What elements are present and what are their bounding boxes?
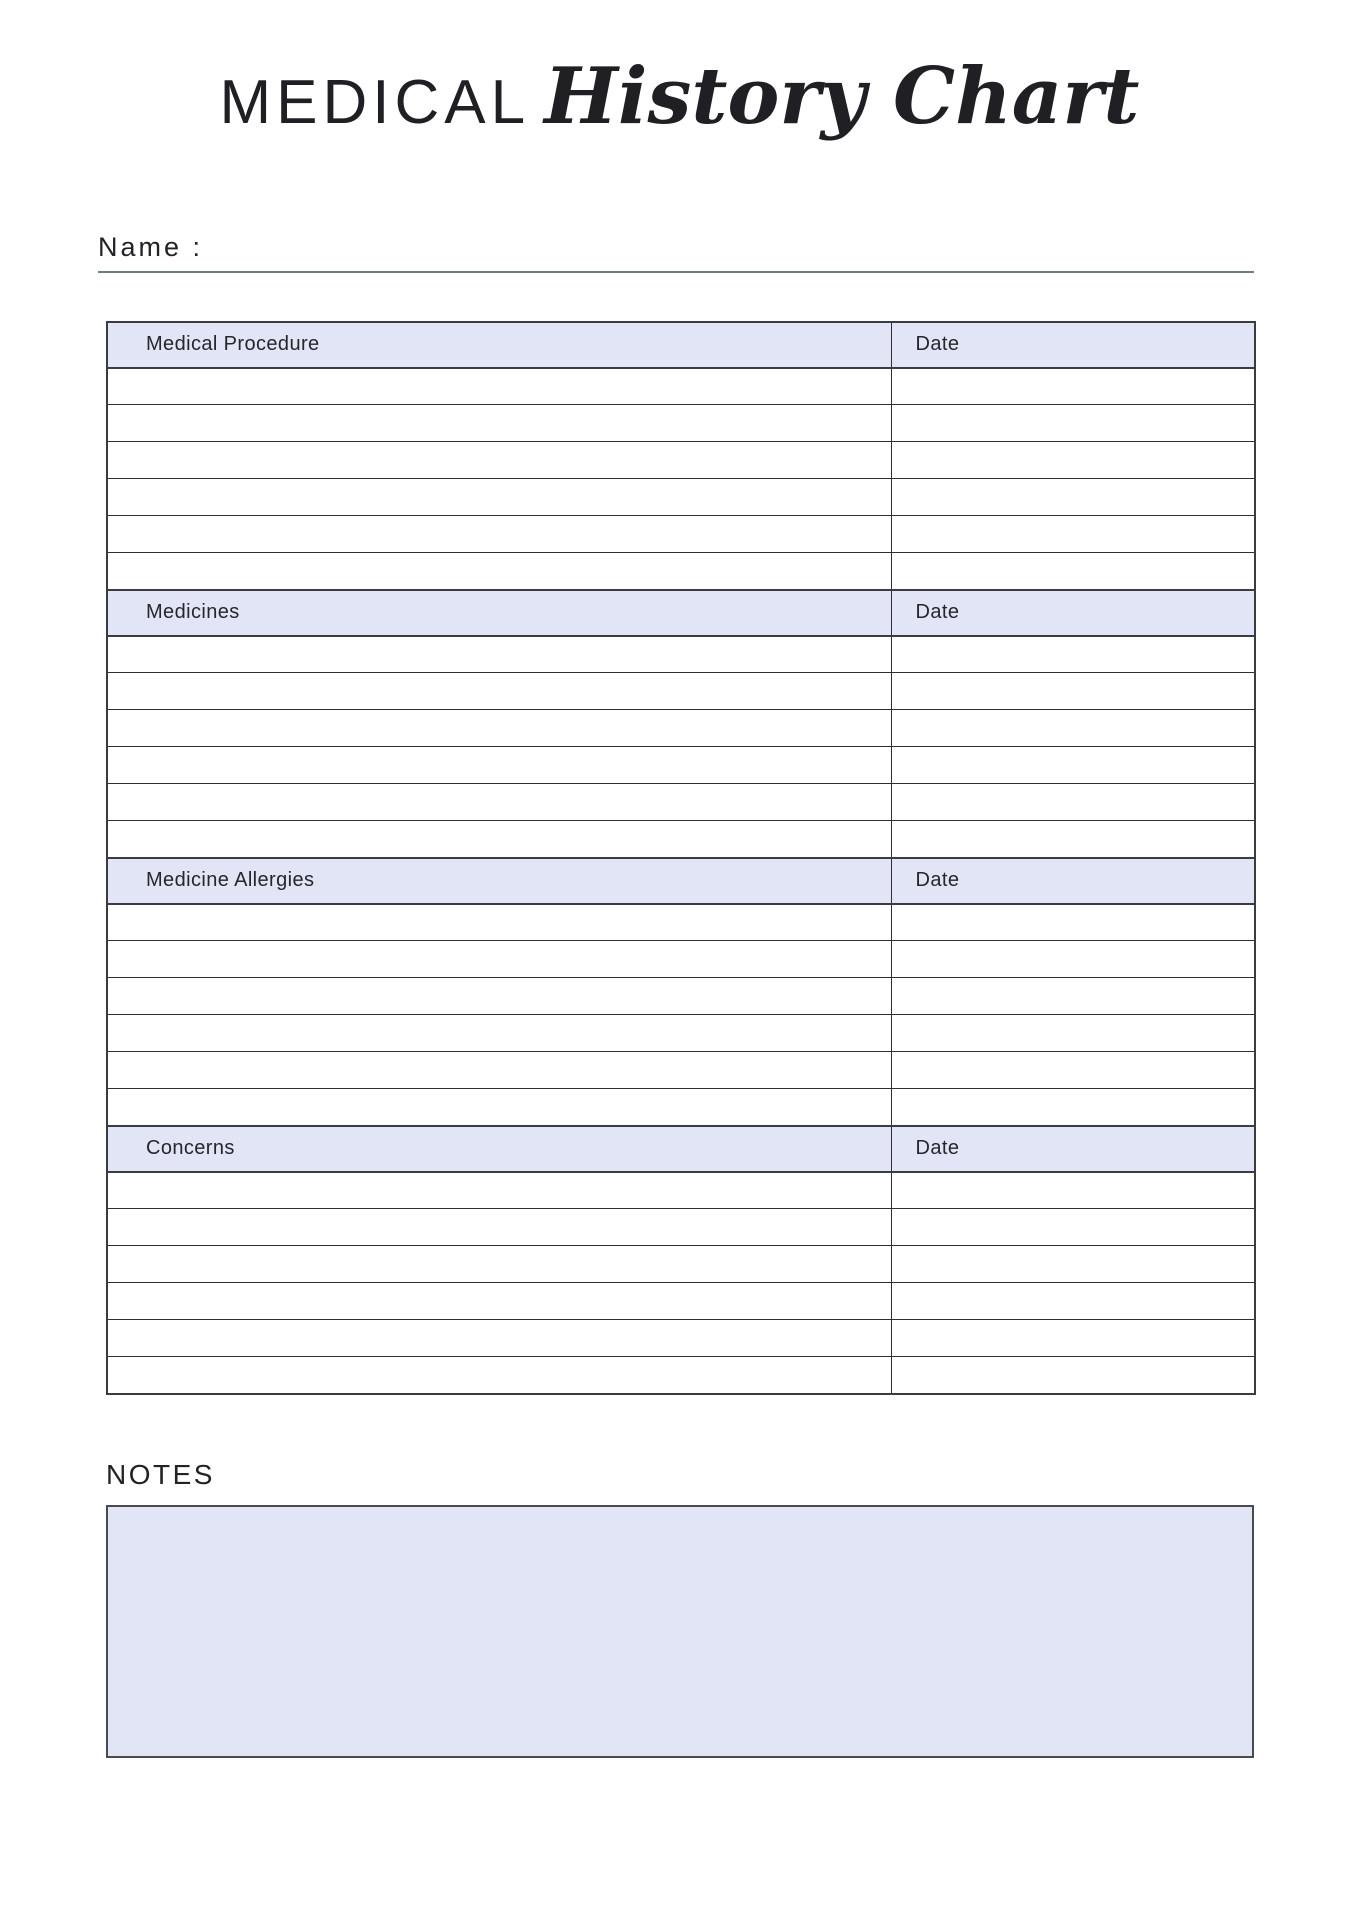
entry-cell[interactable] — [107, 747, 891, 784]
table-row — [107, 747, 1255, 784]
date-cell[interactable] — [891, 636, 1255, 673]
table-row — [107, 784, 1255, 821]
date-cell[interactable] — [891, 479, 1255, 516]
name-label: Name : — [98, 231, 204, 262]
notes-label: NOTES — [106, 1458, 215, 1490]
entry-cell[interactable] — [107, 636, 891, 673]
table-row — [107, 821, 1255, 858]
entry-cell[interactable] — [107, 442, 891, 479]
date-cell[interactable] — [891, 442, 1255, 479]
entry-cell[interactable] — [107, 368, 891, 405]
date-cell[interactable] — [891, 1015, 1255, 1052]
entry-cell[interactable] — [107, 784, 891, 821]
section-medicines — [107, 590, 1255, 858]
table-row — [107, 1172, 1255, 1209]
entry-cell[interactable] — [107, 710, 891, 747]
table-row — [107, 479, 1255, 516]
name-input-line[interactable] — [98, 232, 1254, 273]
date-column-header: Date — [891, 1126, 1255, 1172]
date-cell[interactable] — [891, 904, 1255, 941]
section-header-row — [107, 1126, 1255, 1172]
entry-cell[interactable] — [107, 405, 891, 442]
table-row — [107, 1283, 1255, 1320]
date-cell[interactable] — [891, 1246, 1255, 1283]
date-cell[interactable] — [891, 553, 1255, 590]
entry-cell[interactable] — [107, 673, 891, 710]
table-row — [107, 553, 1255, 590]
date-cell[interactable] — [891, 673, 1255, 710]
table-row — [107, 442, 1255, 479]
table-row — [107, 405, 1255, 442]
entry-cell[interactable] — [107, 479, 891, 516]
entry-cell[interactable] — [107, 1015, 891, 1052]
date-column-header: Date — [891, 858, 1255, 904]
table-row — [107, 1320, 1255, 1357]
section-header-row — [107, 322, 1255, 368]
table-row — [107, 368, 1255, 405]
entry-cell[interactable] — [107, 941, 891, 978]
date-cell[interactable] — [891, 1209, 1255, 1246]
notes-input-area[interactable] — [106, 1505, 1254, 1758]
table-row — [107, 710, 1255, 747]
entry-cell[interactable] — [107, 516, 891, 553]
section-title-medical-procedure: Medical Procedure — [107, 322, 891, 368]
entry-cell[interactable] — [107, 553, 891, 590]
table-row — [107, 1209, 1255, 1246]
date-cell[interactable] — [891, 1052, 1255, 1089]
table-row — [107, 1052, 1255, 1089]
entry-cell[interactable] — [107, 1172, 891, 1209]
entry-cell[interactable] — [107, 1320, 891, 1357]
date-cell[interactable] — [891, 978, 1255, 1015]
section-medicine-allergies — [107, 858, 1255, 1126]
section-title-medicine-allergies: Medicine Allergies — [107, 858, 891, 904]
date-cell[interactable] — [891, 516, 1255, 553]
date-cell[interactable] — [891, 710, 1255, 747]
section-title-concerns: Concerns — [107, 1126, 891, 1172]
date-column-header: Date — [891, 322, 1255, 368]
entry-cell[interactable] — [107, 1283, 891, 1320]
date-cell[interactable] — [891, 1089, 1255, 1126]
date-cell[interactable] — [891, 1320, 1255, 1357]
date-column-header: Date — [891, 590, 1255, 636]
entry-cell[interactable] — [107, 1052, 891, 1089]
date-cell[interactable] — [891, 941, 1255, 978]
table-row — [107, 1015, 1255, 1052]
table-row — [107, 1089, 1255, 1126]
section-concerns — [107, 1126, 1255, 1394]
table-row — [107, 516, 1255, 553]
table-row — [107, 978, 1255, 1015]
table-row — [107, 904, 1255, 941]
date-cell[interactable] — [891, 405, 1255, 442]
date-cell[interactable] — [891, 1172, 1255, 1209]
date-cell[interactable] — [891, 784, 1255, 821]
table-row — [107, 941, 1255, 978]
entry-cell[interactable] — [107, 821, 891, 858]
section-header-row — [107, 858, 1255, 904]
history-table — [106, 321, 1256, 1395]
table-row — [107, 1246, 1255, 1283]
entry-cell[interactable] — [107, 1209, 891, 1246]
date-cell[interactable] — [891, 1357, 1255, 1394]
date-cell[interactable] — [891, 821, 1255, 858]
section-header-row — [107, 590, 1255, 636]
entry-cell[interactable] — [107, 978, 891, 1015]
table-row — [107, 636, 1255, 673]
table-row — [107, 673, 1255, 710]
table-row — [107, 1357, 1255, 1394]
page-title-script: History Chart — [544, 51, 1140, 142]
entry-cell[interactable] — [107, 904, 891, 941]
section-medical-procedure — [107, 322, 1255, 590]
entry-cell[interactable] — [107, 1246, 891, 1283]
date-cell[interactable] — [891, 747, 1255, 784]
date-cell[interactable] — [891, 1283, 1255, 1320]
section-title-medicines: Medicines — [107, 590, 891, 636]
date-cell[interactable] — [891, 368, 1255, 405]
entry-cell[interactable] — [107, 1089, 891, 1126]
page-title — [0, 0, 1359, 140]
page-title-plain: MEDICAL — [219, 68, 531, 137]
entry-cell[interactable] — [107, 1357, 891, 1394]
